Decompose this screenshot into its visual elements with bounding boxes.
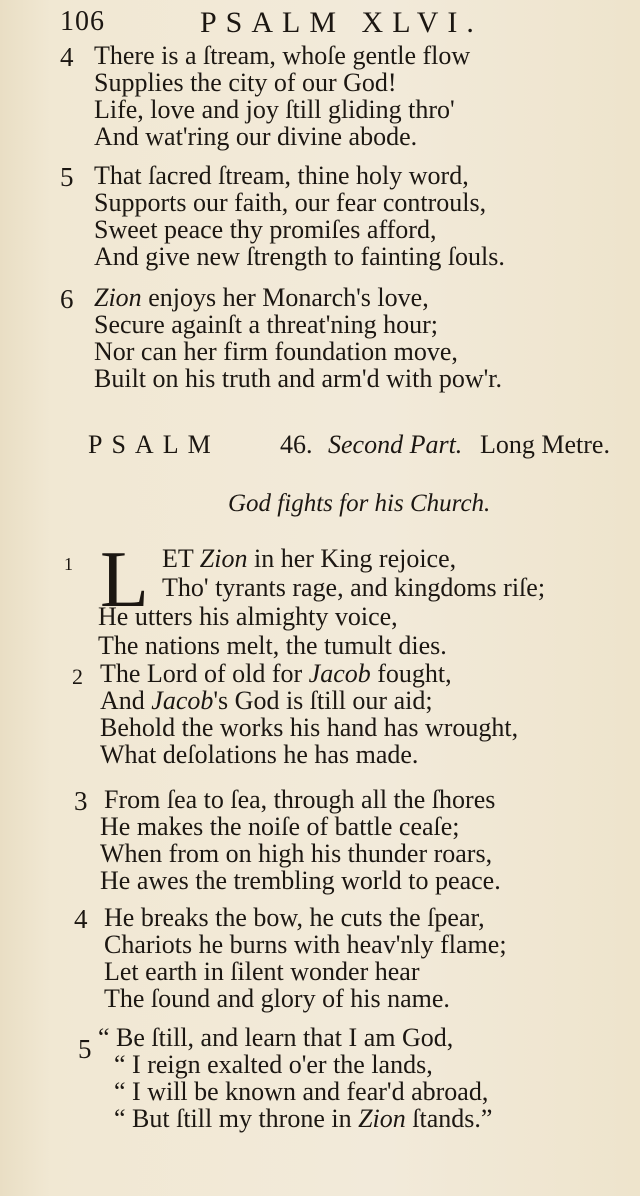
verse-line <box>60 284 502 311</box>
verse-text: fought, <box>370 659 452 688</box>
verse-line: Tho' tyrants rage, and kingdoms riſe; <box>162 573 546 602</box>
italic-name: Zion <box>94 283 142 312</box>
stanza-4 <box>60 904 507 1012</box>
verse-line: Nor can her firm foundation move, <box>94 337 458 366</box>
verse-line: “ Be ſtill, and learn that I am God, <box>98 1023 454 1052</box>
verse-line: “ I reign exalted o'er the lands, <box>114 1050 433 1079</box>
stanza-top-6 <box>60 284 502 392</box>
verse-line: When from on high his thunder roars, <box>100 839 493 868</box>
heading-psalm: PSALM <box>88 430 220 459</box>
stanza-number: 5 <box>78 1034 92 1064</box>
italic-name: Zion <box>358 1104 406 1133</box>
page-header <box>60 6 620 42</box>
heading-number: 46. <box>280 430 313 459</box>
verse-text: in her King rejoice, <box>247 544 457 573</box>
verse-line: Sweet peace thy promiſes afford, <box>94 215 437 244</box>
section-subtitle: God fights for his Church. <box>228 490 491 517</box>
verse-line: The nations melt, the tumult dies. <box>98 631 447 660</box>
heading-metre: Long Metre. <box>480 430 610 459</box>
verse-line <box>60 1105 492 1132</box>
italic-name: Jacob <box>308 659 371 688</box>
verse-line: He breaks the bow, he cuts the ſpear, <box>104 903 485 932</box>
drop-cap: L <box>100 536 149 624</box>
stanza-1 <box>60 536 546 660</box>
stanza-number: 4 <box>60 42 74 72</box>
verse-line: “ I will be known and fear'd abroad, <box>114 1077 489 1106</box>
italic-name: Jacob <box>151 686 214 715</box>
verse-line: Life, love and joy ſtill gliding thro' <box>94 95 455 124</box>
verse-line <box>60 687 518 714</box>
stanza-number: 2 <box>72 664 83 689</box>
italic-name: Zion <box>199 544 248 573</box>
stanza-2 <box>60 660 518 768</box>
verse-text: 's God is ſtill our aid; <box>213 686 433 715</box>
verse-line <box>60 660 518 687</box>
section-heading <box>88 430 618 466</box>
verse-text: “ But ſtill my throne in <box>114 1104 359 1133</box>
stanza-number: 6 <box>60 284 74 314</box>
stanza-5 <box>60 1024 492 1132</box>
verse-line: What deſolations he has made. <box>100 740 419 769</box>
verse-line: Supplies the city of our God! <box>94 68 397 97</box>
heading-part: Second Part. <box>328 430 463 459</box>
stanza-number: 4 <box>74 904 88 934</box>
verse-line: And give new ſtrength to fainting ſouls. <box>94 242 505 271</box>
verse-text: ET <box>162 544 200 573</box>
verse-line: And wat'ring our divine abode. <box>94 122 418 151</box>
verse-line: Built on his truth and arm'd with pow'r. <box>94 364 503 393</box>
verse-text: The Lord of old for <box>100 659 309 688</box>
verse-line: That ſacred ſtream, thine holy word, <box>94 161 469 190</box>
verse-text: enjoys her Monarch's love, <box>141 283 429 312</box>
verse-line: Behold the works his hand has wrought, <box>100 713 519 742</box>
verse-text: And <box>100 686 152 715</box>
verse-line: Supports our faith, our fear controuls, <box>94 188 487 217</box>
verse-line: He utters his almighty voice, <box>98 602 398 631</box>
verse-line: He makes the noiſe of battle ceaſe; <box>100 812 460 841</box>
verse-line: Let earth in ſilent wonder hear <box>104 957 420 986</box>
verse-line: Secure againſt a threat'ning hour; <box>94 310 439 339</box>
stanza-top-4 <box>60 42 470 150</box>
stanza-number: 3 <box>74 786 88 816</box>
stanza-number: 5 <box>60 162 74 192</box>
verse-line: The ſound and glory of his name. <box>104 984 450 1013</box>
stanza-3 <box>60 786 501 894</box>
stanza-number: 1 <box>64 554 73 574</box>
page-number: 106 <box>60 6 105 37</box>
stanza-top-5 <box>60 162 505 270</box>
verse-line: He awes the trembling world to peace. <box>100 866 501 895</box>
verse-line: Chariots he burns with heav'nly flame; <box>104 930 507 959</box>
verse-line: There is a ſtream, whoſe gentle flow <box>94 41 471 70</box>
running-title: PSALM XLVI. <box>200 6 483 39</box>
verse-text: ſtands.” <box>405 1104 493 1133</box>
verse-line: From ſea to ſea, through all the ſhores <box>104 785 496 814</box>
